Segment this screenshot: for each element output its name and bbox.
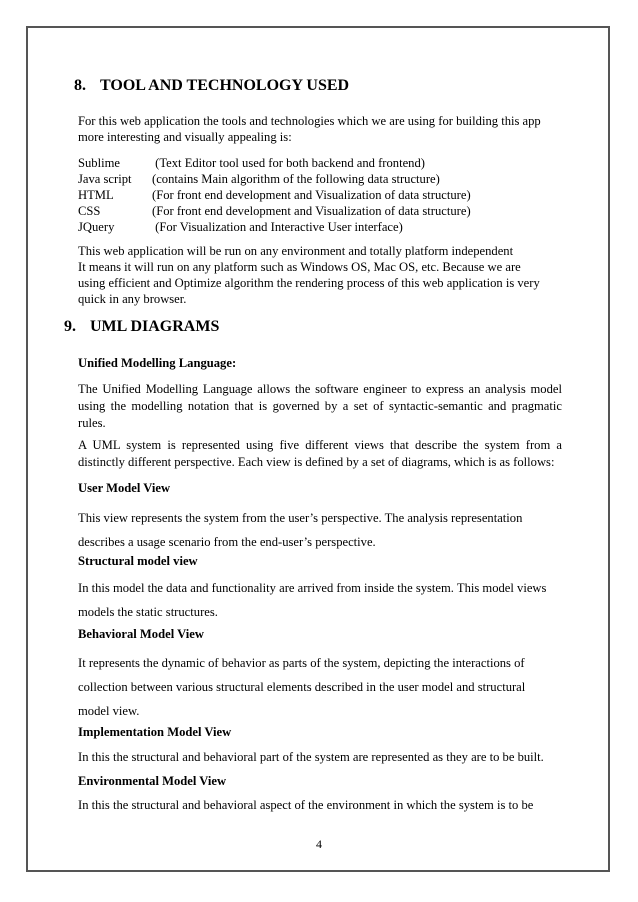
tool-description: (For front end development and Visualization of data structure)	[152, 188, 471, 202]
section-8-number: 8.	[74, 77, 86, 94]
structural-model-view-title: Structural model view	[78, 554, 198, 568]
tool-name: Java script	[78, 172, 132, 186]
text-line: In this model the data and functionality are arrived from inside the system. This model views	[78, 581, 547, 595]
structural-model-view-text	[78, 576, 562, 624]
page-number: 4	[316, 837, 322, 851]
tool-row-sublime	[78, 155, 425, 171]
tool-description: (For front end development and Visualization of data structure)	[152, 204, 471, 218]
section-9-title: UML DIAGRAMS	[90, 318, 220, 335]
tool-row-jquery	[78, 219, 403, 235]
text-line: It represents the dynamic of behavior as parts of the system, depicting the interactions of	[78, 656, 525, 670]
section-8-intro	[78, 113, 562, 145]
tool-row-css	[78, 203, 471, 219]
tool-name: Sublime	[78, 156, 120, 170]
tool-name: CSS	[78, 204, 101, 218]
tool-description: (contains Main algorithm of the following data structure)	[152, 172, 440, 186]
behavioral-model-view-title: Behavioral Model View	[78, 627, 204, 641]
uml-subtitle: Unified Modelling Language:	[78, 356, 237, 370]
uml-paragraph-2: A UML system is represented using five different views that describe the system from a distinctly different perspective. Each view is defined by a set of diagrams, which is as follows:	[78, 438, 562, 469]
text-line: collection between various structural elements described in the user model and structural	[78, 680, 526, 694]
tool-name: JQuery	[78, 220, 115, 234]
closing-line: This web application will be run on any environment and totally platform independent	[78, 244, 514, 258]
text-line: describes a usage scenario from the end-user’s perspective.	[78, 535, 376, 549]
environmental-model-view-title: Environmental Model View	[78, 774, 227, 788]
section-8-title: TOOL AND TECHNOLOGY USED	[100, 77, 350, 94]
section-9-heading	[64, 318, 219, 336]
section-9-number: 9.	[64, 318, 76, 335]
tool-name: HTML	[78, 188, 114, 202]
section-8-heading	[74, 77, 349, 95]
implementation-model-view-text: In this the structural and behavioral part of the system are represented as they are to be built.	[78, 750, 544, 764]
text-line: models the static structures.	[78, 605, 218, 619]
intro-line: For this web application the tools and technologies which we are using for building this app	[78, 114, 541, 128]
tool-description: (For Visualization and Interactive User interface)	[152, 220, 403, 234]
environmental-model-view-text: In this the structural and behavioral aspect of the environment in which the system is to be	[78, 798, 534, 812]
intro-line: more interesting and visually appealing is:	[78, 130, 292, 144]
closing-line: using efficient and Optimize algorithm the rendering process of this web application is very	[78, 276, 540, 290]
closing-line: quick in any browser.	[78, 292, 187, 306]
tool-row-html	[78, 187, 471, 203]
user-model-view-title: User Model View	[78, 481, 171, 495]
text-line: This view represents the system from the user’s perspective. The analysis representation	[78, 511, 523, 525]
uml-paragraph-1: The Unified Modelling Language allows the software engineer to express an analysis model using the modelling notation that is governed by a set of syntactic-semantic and pragmatic rules.	[78, 382, 562, 430]
text-line: model view.	[78, 704, 140, 718]
closing-line: It means it will run on any platform such as Windows OS, Mac OS, etc. Because we are	[78, 260, 521, 274]
user-model-view-text	[78, 506, 562, 554]
implementation-model-view-title: Implementation Model View	[78, 725, 232, 739]
behavioral-model-view-text	[78, 651, 562, 723]
tool-row-javascript	[78, 171, 440, 187]
section-8-closing	[78, 243, 562, 307]
tool-description: (Text Editor tool used for both backend and frontend)	[152, 156, 425, 170]
